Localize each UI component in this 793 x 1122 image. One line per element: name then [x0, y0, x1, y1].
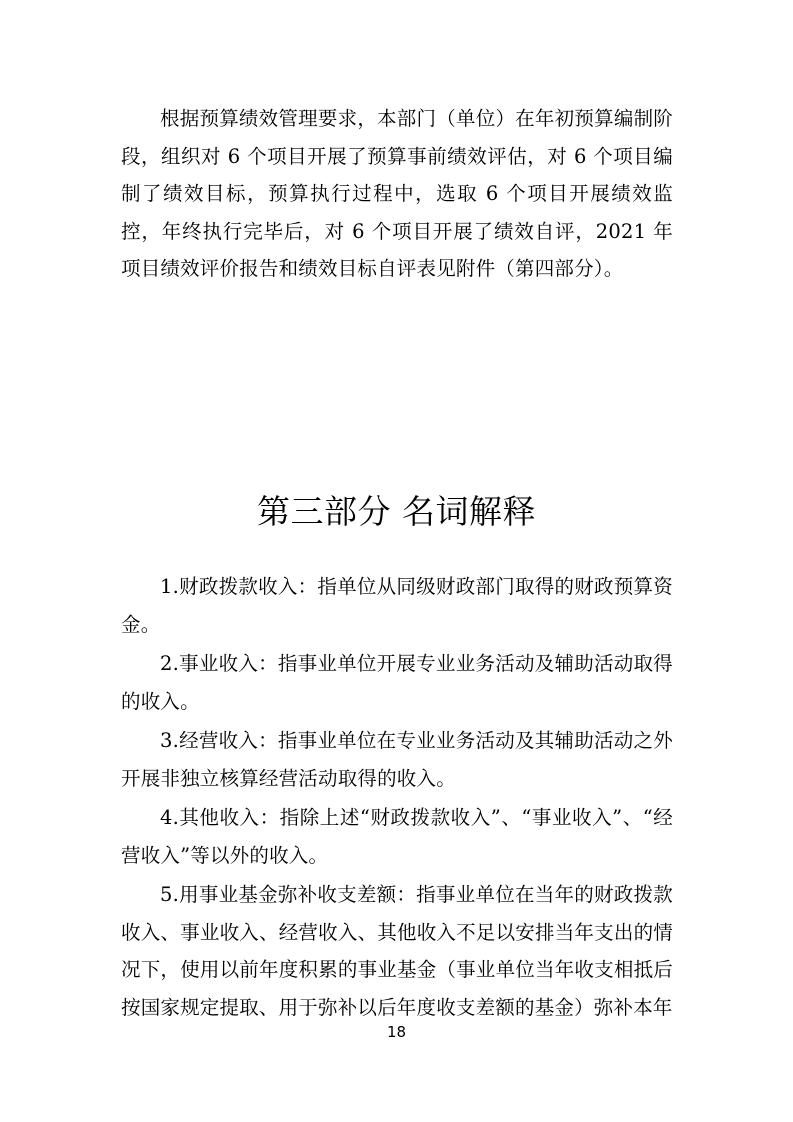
intro-paragraph: 根据预算绩效管理要求，本部门（单位）在年初预算编制阶段，组织对 6 个项目开展了预算事前绩效评估，对 6 个项目编制了绩效目标，预算执行过程中，选取 6 个项目开展绩效监控，年终执行完毕后，对 6 个项目开展了绩效自评，2021 年项目绩效评价报告和绩效目标自评表见附件（第四部分）。: [121, 107, 673, 280]
definition-item: 1.财政拨款收入：指单位从同级财政部门取得的财政预算资金。: [121, 575, 673, 636]
definition-item: 4.其他收入：指除上述“财政拨款收入”、“事业收入”、“经营收入”等以外的收入。: [121, 806, 673, 867]
section-title: 第三部分 名词解释: [257, 492, 536, 531]
definition-list: [121, 568, 673, 1028]
definition-item: 2.事业收入：指事业单位开展专业业务活动及辅助活动取得的收入。: [121, 652, 673, 713]
definition-item: 5.用事业基金弥补收支差额：指事业单位在当年的财政拨款收入、事业收入、经营收入、其他收入不足以安排当年支出的情况下，使用以前年度积累的事业基金（事业单位当年收支相抵后按国家规定提取、用于弥补以后年度收支差额的基金）弥补本年: [121, 883, 673, 1019]
page-number: 18: [386, 1023, 407, 1041]
definition-item: 3.经营收入：指事业单位在专业业务活动及其辅助活动之外开展非独立核算经营活动取得的收入。: [121, 729, 673, 790]
